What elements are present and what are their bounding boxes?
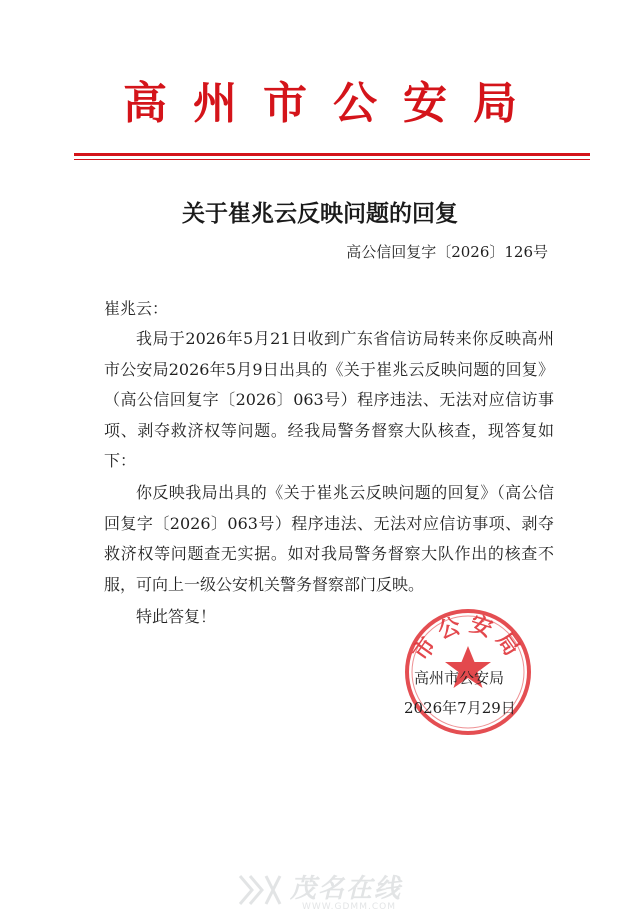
body-paragraph-2: 你反映我局出具的《关于崔兆云反映问题的回复》（高公信回复字〔2026〕063号）程序违法、无法对应信访事项、剥夺救济权等问题查无实据。如对我局警务督察大队作出的核查不服，可向上一级公安机关警务督察部门反映。 [104, 483, 554, 594]
body-paragraph-1: 我局于2026年5月21日收到广东省信访局转来你反映高州市公安局2026年5月9日出具的《关于崔兆云反映问题的回复》（高公信回复字〔2026〕063号）程序违法、无法对应信访事项、剥夺救济权等问题。经我局警务督察大队核查，现答复如下： [104, 329, 554, 470]
site-watermark [236, 868, 436, 916]
letterhead-divider-thick [74, 153, 590, 156]
signature-date: 2026年7月29日 [404, 699, 516, 717]
watermark-logo-icon [236, 870, 286, 910]
body-paragraph-3: 特此答复！ [136, 607, 217, 626]
salutation: 崔兆云： [104, 299, 169, 318]
document-number: 高公信回复字〔2026〕126号 [346, 243, 548, 261]
letterhead-title: 高州市公安局 [123, 78, 543, 129]
watermark-brand: 茂名在线 [290, 874, 403, 904]
signature-organization: 高州市公安局 [414, 669, 505, 687]
letterhead-divider-thin [74, 159, 590, 160]
watermark-url: WWW.GDMM.COM [302, 902, 396, 912]
seal-text: 市公安局 [408, 611, 528, 666]
document-title: 关于崔兆云反映问题的回复 [182, 200, 458, 227]
